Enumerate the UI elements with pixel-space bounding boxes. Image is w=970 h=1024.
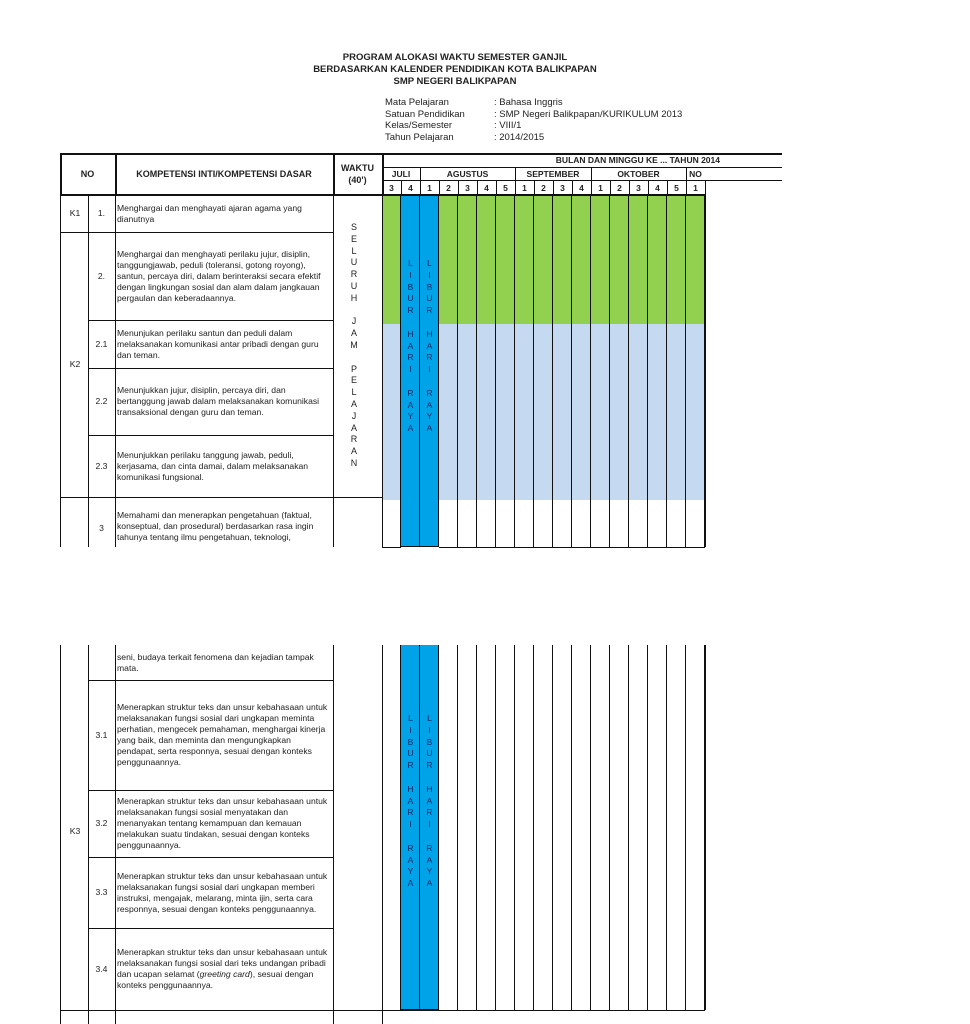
- holiday-letter: Y: [407, 411, 414, 422]
- schedule-cell[interactable]: [610, 535, 629, 548]
- schedule-cell[interactable]: [515, 535, 534, 548]
- holiday-label: [420, 713, 439, 890]
- holiday-letter: [401, 376, 420, 388]
- waktu-letter: J: [351, 316, 357, 327]
- holiday-letter: R: [407, 807, 414, 818]
- holiday-letter: H: [426, 328, 433, 339]
- table-rule: [333, 497, 382, 498]
- table-rule: [382, 180, 383, 195]
- table-rule: [705, 180, 706, 195]
- info-labels: [385, 97, 465, 143]
- holiday-letter: A: [426, 399, 433, 410]
- kd-text: [117, 232, 331, 320]
- kd-text: [117, 368, 331, 435]
- kd-text-part: ), sesuai dengan konteks penggunaannya.: [117, 969, 314, 990]
- kd-text: [117, 680, 331, 790]
- week-header: 4: [408, 182, 413, 193]
- holiday-letter: R: [407, 352, 414, 363]
- holiday-letter: I: [409, 269, 412, 280]
- week-header: 2: [446, 182, 451, 193]
- holiday-letter: I: [428, 724, 431, 735]
- table-rule: [420, 180, 421, 195]
- table-rule: [382, 195, 383, 547]
- table-rule: [686, 180, 687, 195]
- holiday-letter: H: [407, 328, 414, 339]
- holiday-letter: Y: [407, 866, 414, 877]
- month-header: OKTOBER: [617, 168, 660, 179]
- holiday-letter: R: [426, 760, 433, 771]
- holiday-label: [401, 713, 420, 890]
- info-value: : SMP Negeri Balikpapan/KURIKULUM 2013: [494, 108, 683, 120]
- kd-text-content: Menerapkan struktur teks dan unsur kebahasaan untuk melaksanakan fungsi sosial dari ungkapan meminta perhatian, mengecek pemahaman, menghargai kinerja yang baik, dan meminta dan mengungkapkan pendapat, serta responnya, sesuai dengan konteks penggunaannya.: [117, 702, 328, 767]
- kd-text-content: [117, 947, 331, 991]
- holiday-letter: L: [408, 713, 413, 723]
- table-rule: [333, 153, 335, 195]
- schedule-cell[interactable]: [572, 535, 591, 548]
- schedule-cell[interactable]: [382, 535, 401, 548]
- holiday-letter: A: [426, 878, 433, 889]
- holiday-letter: A: [407, 795, 414, 806]
- schedule-cell[interactable]: [553, 535, 572, 548]
- table-rule: [610, 180, 611, 195]
- table-rule: [496, 180, 497, 195]
- waktu-letter: H: [350, 292, 358, 303]
- table-rule: [333, 645, 334, 1024]
- waktu-letter: E: [350, 375, 357, 386]
- kd-text-content: Menunjukkan jujur, disiplin, percaya diri, dan bertanggung jawab dalam melaksanakan komunikasi transaksional dengan guru dan teman.: [117, 385, 320, 417]
- header-waktu: WAKTU (40'): [341, 163, 374, 185]
- holiday-letter: A: [407, 423, 414, 434]
- waktu-letter: A: [350, 422, 357, 433]
- holiday-letter: [401, 772, 420, 784]
- holiday-letter: A: [407, 399, 414, 410]
- waktu-text: [348, 222, 360, 470]
- table-rule: [553, 180, 554, 195]
- week-header: 4: [579, 182, 584, 193]
- table-rule: [60, 195, 61, 547]
- header-kompetensi: KOMPETENSI INTI/KOMPETENSI DASAR: [136, 169, 312, 179]
- holiday-letter: L: [427, 258, 432, 268]
- holiday-letter: I: [428, 364, 431, 375]
- group-label: K3: [69, 825, 81, 836]
- info-label: Kelas/Semester: [385, 120, 453, 131]
- week-header: 1: [598, 182, 603, 193]
- holiday-letter: R: [407, 842, 414, 853]
- kd-text: [117, 790, 331, 857]
- holiday-letter: [420, 317, 439, 329]
- table-rule: [115, 645, 116, 1024]
- waktu-letter: R: [350, 269, 358, 280]
- waktu-letter: J: [351, 410, 357, 421]
- table-rule: [515, 180, 516, 195]
- kd-text-part: Menerapkan struktur teks dan unsur kebahasaan untuk melaksanakan fungsi sosial dari teks undangan pribadi dan ucapan selamat (: [117, 947, 328, 979]
- holiday-letter: Y: [426, 866, 433, 877]
- month-header: NO: [689, 168, 702, 179]
- table-rule: [115, 153, 117, 195]
- waktu-letter: P: [350, 363, 357, 374]
- table-rule: [60, 153, 62, 195]
- holiday-letter: A: [426, 423, 433, 434]
- kd-number: 3.4: [95, 963, 108, 974]
- waktu-letter: [348, 352, 360, 364]
- holiday-letter: A: [426, 854, 433, 865]
- waktu-letter: E: [350, 233, 357, 244]
- holiday-letter: B: [426, 736, 433, 747]
- schedule-cell[interactable]: [458, 535, 477, 548]
- schedule-cell[interactable]: [591, 535, 610, 548]
- schedule-cell[interactable]: [686, 535, 705, 548]
- table-rule: [572, 180, 573, 195]
- waktu-letter: L: [351, 245, 357, 256]
- kd-number: [88, 645, 115, 680]
- schedule-cell[interactable]: [629, 535, 648, 548]
- week-header: 1: [427, 182, 432, 193]
- holiday-letter: R: [426, 305, 433, 316]
- header-no: NO: [80, 169, 95, 179]
- group-label: K1: [69, 208, 81, 218]
- holiday-label: [420, 258, 439, 435]
- week-header: 4: [484, 182, 489, 193]
- table-rule: [382, 645, 383, 1024]
- table-rule: [477, 180, 478, 195]
- table-rule: [705, 195, 706, 547]
- kd-text-content: seni, budaya terkait fenomena dan kejadian tampak mata.: [117, 651, 314, 673]
- week-header: 5: [503, 182, 508, 193]
- holiday-letter: I: [428, 819, 431, 830]
- holiday-letter: R: [426, 352, 433, 363]
- kd-text: [117, 497, 331, 542]
- month-header: AGUSTUS: [446, 168, 489, 179]
- week-header: 2: [541, 182, 546, 193]
- month-header: JULI: [391, 168, 411, 179]
- kd-number: 3.3: [95, 887, 108, 897]
- holiday-letter: R: [407, 387, 414, 398]
- table-rule: [705, 645, 706, 1010]
- schedule-cell[interactable]: [534, 535, 553, 548]
- info-label: Satuan Pendidikan: [385, 108, 465, 120]
- holiday-letter: R: [407, 760, 414, 771]
- schedule-cell[interactable]: [648, 535, 667, 548]
- kd-text-content: Memahami dan menerapkan pengetahuan (faktual, konseptual, dan prosedural) berdasarkan rasa ingin tahunya tentang ilmu pengetahuan, teknologi,: [117, 510, 314, 542]
- schedule-cell[interactable]: [439, 535, 458, 548]
- kd-text: [117, 645, 331, 680]
- holiday-letter: B: [407, 281, 414, 292]
- kd-text-content: Menghargai dan menghayati perilaku jujur, disiplin, tanggungjawab, peduli (toleransi, gotong royong), santun, percaya diri, dalam berinteraksi secara efektif dengan lingkungan sosial dan alam dalam jangkauan pergaulan dan keberadaannya.: [117, 248, 321, 303]
- waktu-letter: N: [350, 457, 358, 468]
- kd-text-content: Menerapkan struktur teks dan unsur kebahasaan untuk melaksanakan fungsi sosial menyatakan dan menanyakan tentang kemampuan dan kemauan melakukan suatu tindakan, sesuai dengan konteks penggunaannya.: [117, 796, 328, 850]
- month-header: SEPTEMBER: [526, 168, 580, 179]
- table-rule: [60, 497, 88, 498]
- waktu-letter: M: [350, 339, 358, 350]
- header-bulan: BULAN DAN MINGGU KE ... TAHUN 2014: [555, 155, 720, 165]
- holiday-letter: [401, 831, 420, 843]
- info-values: [494, 97, 682, 143]
- table-rule: [115, 195, 116, 547]
- kd-text: [117, 435, 331, 497]
- week-header: 3: [636, 182, 641, 193]
- kd-text: [117, 195, 331, 232]
- kd-text-content: Menghargai dan menghayati ajaran agama yang dianutnya: [117, 202, 302, 224]
- holiday-letter: I: [409, 724, 412, 735]
- week-header: 4: [655, 182, 660, 193]
- kd-number: 3.2: [95, 818, 108, 828]
- kd-number: 2.3: [95, 460, 108, 471]
- schedule-cell[interactable]: [667, 535, 686, 548]
- kd-number: 3.1: [95, 729, 108, 740]
- holiday-letter: L: [408, 258, 413, 268]
- holiday-letter: U: [407, 293, 414, 304]
- holiday-letter: H: [426, 783, 433, 794]
- holiday-letter: L: [427, 713, 432, 723]
- holiday-letter: B: [426, 281, 433, 292]
- waktu-letter: U: [350, 257, 358, 268]
- holiday-letter: R: [426, 807, 433, 818]
- info-label: Mata Pelajaran: [385, 97, 449, 108]
- holiday-letter: H: [407, 783, 414, 794]
- table-rule: [60, 645, 61, 1024]
- info-value: : 2014/2015: [494, 131, 545, 143]
- holiday-letter: U: [407, 748, 414, 759]
- table-rule: [591, 180, 592, 195]
- table-rule: [534, 180, 535, 195]
- waktu-letter: A: [350, 398, 357, 409]
- waktu-letter: R: [350, 434, 358, 445]
- week-header: 2: [617, 182, 622, 193]
- holiday-letter: R: [426, 842, 433, 853]
- waktu-letter: [348, 305, 360, 317]
- kd-number: 2.2: [95, 396, 108, 406]
- table-rule: [458, 180, 459, 195]
- holiday-letter: R: [426, 387, 433, 398]
- kd-text-part: greeting card: [199, 969, 250, 979]
- group-label: K2: [69, 358, 81, 369]
- kd-text-content: Menerapkan struktur teks dan unsur kebahasaan untuk melaksanakan fungsi sosial dari ungkapan memberi instruksi, mengajak, melarang, minta ijin, serta cara responnya, sesuai dengan konteks penggunaannya.: [117, 870, 328, 914]
- kd-text-content: Menunjukan perilaku santun dan peduli dalam melaksanakan komunikasi antar pribadi dengan guru dan teman.: [117, 327, 319, 360]
- kd-text: [117, 320, 331, 368]
- info-value: : VIII/1: [494, 120, 522, 131]
- week-header: 1: [693, 182, 698, 193]
- holiday-letter: A: [407, 854, 414, 865]
- table-rule: [60, 153, 782, 155]
- week-header: 3: [465, 182, 470, 193]
- info-label: Tahun Pelajaran: [385, 131, 454, 143]
- waktu-letter: S: [350, 222, 357, 232]
- table-rule: [648, 180, 649, 195]
- kd-number: 3: [99, 523, 104, 533]
- table-rule: [382, 167, 782, 168]
- holiday-letter: [420, 376, 439, 388]
- week-header: 3: [560, 182, 565, 193]
- kd-text: [117, 928, 331, 1010]
- schedule-cell[interactable]: [496, 535, 515, 548]
- waktu-letter: L: [351, 387, 357, 398]
- kd-text-content: Menunjukkan perilaku tanggung jawab, peduli, kerjasama, dan cinta damai, dalam melaksanakan komunikasi fungsional.: [117, 449, 309, 482]
- holiday-letter: A: [426, 795, 433, 806]
- schedule-cell[interactable]: [477, 535, 496, 548]
- holiday-letter: I: [409, 819, 412, 830]
- table-rule: [333, 195, 334, 547]
- week-header: 3: [389, 182, 394, 193]
- table-rule: [439, 180, 440, 195]
- title-line-3: SMP NEGERI BALIKPAPAN: [393, 76, 517, 87]
- kd-number: 2.1: [95, 338, 108, 349]
- title-line-1: PROGRAM ALOKASI WAKTU SEMESTER GANJIL: [342, 52, 568, 63]
- holiday-letter: A: [407, 878, 414, 889]
- waktu-letter: U: [350, 280, 358, 291]
- holiday-letter: I: [428, 269, 431, 280]
- table-rule: [60, 232, 88, 233]
- kd-number: 1.: [97, 208, 106, 218]
- holiday-label: [401, 258, 420, 435]
- holiday-letter: Y: [426, 411, 433, 422]
- week-header: 1: [522, 182, 527, 193]
- holiday-letter: R: [407, 305, 414, 316]
- waktu-letter: A: [350, 446, 357, 457]
- holiday-letter: [420, 772, 439, 784]
- holiday-letter: B: [407, 736, 414, 747]
- holiday-letter: U: [426, 293, 433, 304]
- waktu-letter: A: [350, 328, 357, 339]
- waktu-vertical-text: [348, 222, 360, 470]
- week-header: 5: [674, 182, 679, 193]
- holiday-letter: U: [426, 748, 433, 759]
- table-rule: [401, 180, 402, 195]
- info-value: : Bahasa Inggris: [494, 97, 563, 108]
- holiday-letter: I: [409, 364, 412, 375]
- title-line-2: BERDASARKAN KALENDER PENDIDIKAN KOTA BALIKPAPAN: [313, 64, 597, 75]
- holiday-letter: A: [426, 340, 433, 351]
- table-rule: [382, 180, 782, 181]
- holiday-letter: A: [407, 340, 414, 351]
- holiday-letter: [420, 831, 439, 843]
- kd-text: [117, 857, 331, 928]
- kd-number: 2.: [97, 270, 106, 281]
- table-rule: [667, 180, 668, 195]
- holiday-letter: [401, 317, 420, 329]
- table-rule: [629, 180, 630, 195]
